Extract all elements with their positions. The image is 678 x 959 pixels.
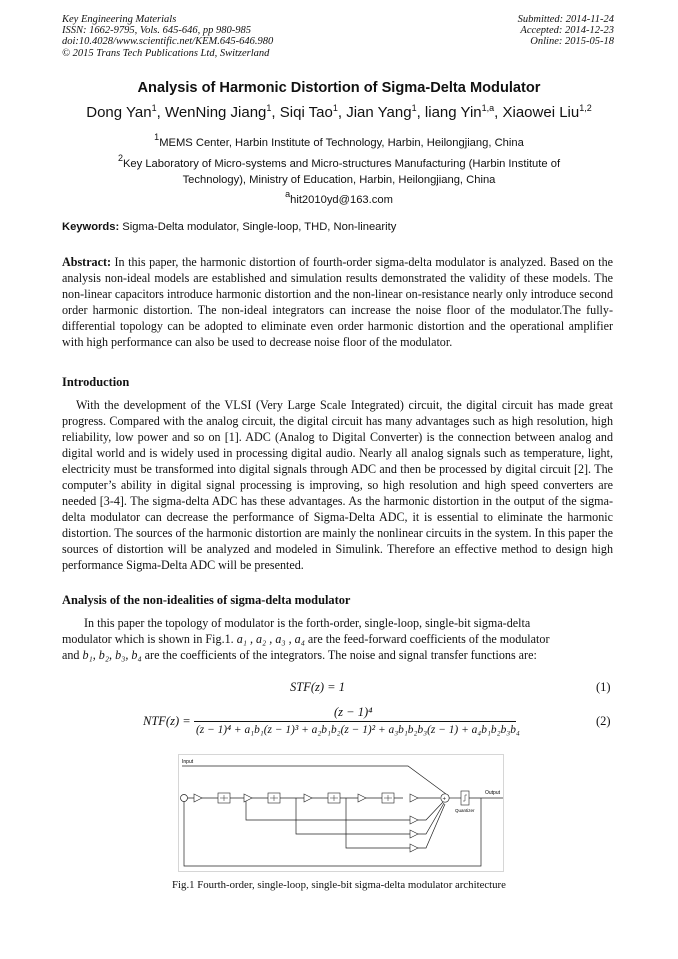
abstract: Abstract: In this paper, the harmonic distortion of fourth-order sigma-delta modulator is analyzed. Based on the analysis non-ideal models are established and simulation results demonstrated the validity of these models. The non-linear capacitors introduce harmonic distortion and the non-linear on-resistance nearly only introduce second order harmonic distortion. The non-ideal integrators can increase the noise floor of the modulator.The fully-differential topology can be adopted to eliminate even order harmonic distortion and the operational amplifier with high performance can also be used to decrease noise floor of the modulator. <box>62 255 613 349</box>
introduction-heading: Introduction <box>62 375 130 389</box>
online-date: Online: 2015-05-18 <box>530 36 614 48</box>
quantizer-label: Quantizer <box>455 808 475 813</box>
journal-name: Key Engineering Materials <box>62 14 177 25</box>
adder-plus-icon: + <box>442 796 447 803</box>
integrator-coefficients: b₁, b₂, b₃, b₄ <box>82 647 142 662</box>
input-label: Input <box>182 759 194 765</box>
author: Siqi Tao$^1$, <box>279 103 347 121</box>
feedforward-coefficients: a₁ , a₂ , a₃ , a₄ <box>236 631 305 646</box>
copyright-line: © 2015 Trans Tech Publications Ltd, Switzerland <box>62 47 270 59</box>
submitted-date: Submitted: 2014-11-24 <box>517 14 614 25</box>
affiliation-1: $^1$MEMS Center, Harbin Institute of Technology, Harbin, Heilongjiang, China <box>154 132 524 149</box>
paper-title: Analysis of Harmonic Distortion of Sigma-Delta Modulator <box>137 80 541 96</box>
equation-2-numerator: (z − 1)⁴ <box>334 705 373 719</box>
equation-2-lhs: NTF(z) = <box>143 714 191 728</box>
author: liang Yin$^{1,a}$, <box>424 103 503 121</box>
equation-1: STF(z) = 1 <box>290 680 345 694</box>
affiliation-2: $^2$Key Laboratory of Micro-systems and Micro-structures Manufacturing (Harbin Institute of Technology), Ministry of Education, Harbin, Heilongjiang, China <box>117 153 561 186</box>
keywords: Keywords: Sigma-Delta modulator, Single-loop, THD, Non-linearity <box>62 221 397 233</box>
contact-email: $^a$hit2010yd@163.com <box>285 189 393 206</box>
section-text: In this paper the topology of modulator is the forth-order, single-loop, single-bit sigma-delta modulator which is shown in Fig.1. a₁ , a₂ , a₃ , a₄ are the feed-forward coefficients of the modulator and b₁, b₂, b₃, b₄ are the coefficients of the integrators. The noise and signal transfer functions are: <box>62 616 550 662</box>
dates-header <box>518 14 614 48</box>
accepted-date: Accepted: 2014-12-23 <box>520 25 614 37</box>
doi-line: doi:10.4028/www.scientific.net/KEM.645-646.980 <box>62 36 274 48</box>
introduction-text: With the development of the VLSI (Very Large Scale Integrated) circuit, the digital circuit has made great progress. Compared with the analog circuit, the digital circuit has many advantages such as high resolution, high reliability, low power and so on [1]. ADC (Analog to Digital Converter) is the connection between analog and digital world and is widely used in processing digital audio. Nearly all analog signals such as temperature, light, electricity must be transformed into digital signals through ADC and then be processed by digital circuit [2]. The computer’s ability in digital signal processing is improving, so high resolution and high speed converters are needed [3-4]. The sigma-delta ADC has these advantages. As the harmonic distortion in the output of the sigma-delta modulator can decrease the performance of Sigma-Delta ADC, it is essential to eliminate the harmonic distortion. The sources of the harmonic distortion are mainly the nonlinear circuits in the system. In this paper the sources of distortion will be analyzed and modeled in Simulink. Therefore an effective method to design high performance Sigma-Delta ADC will be presented. <box>62 398 613 572</box>
figure-frame <box>179 755 504 872</box>
author: Dong Yan$^1$, <box>86 103 165 121</box>
issn-line: ISSN: 1662-9795, Vols. 645-646, pp 980-985 <box>62 25 251 37</box>
equation-2-denominator: (z − 1)⁴ + a₁b₁(z − 1)³ + a₂b₁b₂(z − 1)² + a₃b₁b₂b₃(z − 1) + a₄b₁b₂b₃b₄ <box>196 724 520 736</box>
equation-2-number: (2) <box>596 714 611 728</box>
output-label: Output <box>485 790 501 796</box>
author: WenNing Jiang$^1$, <box>164 103 280 121</box>
modulator-block-diagram <box>178 754 504 872</box>
journal-header <box>62 14 273 59</box>
author-list <box>0 103 678 121</box>
figure-caption: Fig.1 Fourth-order, single-loop, single-bit sigma-delta modulator architecture <box>172 879 506 891</box>
input-summing-node <box>181 795 188 802</box>
author: Jian Yang$^1$, <box>346 103 425 121</box>
author: Xiaowei Liu$^{1,2}$ <box>502 103 592 121</box>
fraction-bar <box>194 721 516 722</box>
equation-1-number: (1) <box>596 680 611 694</box>
section-heading: Analysis of the non-idealities of sigma-delta modulator <box>62 593 351 607</box>
